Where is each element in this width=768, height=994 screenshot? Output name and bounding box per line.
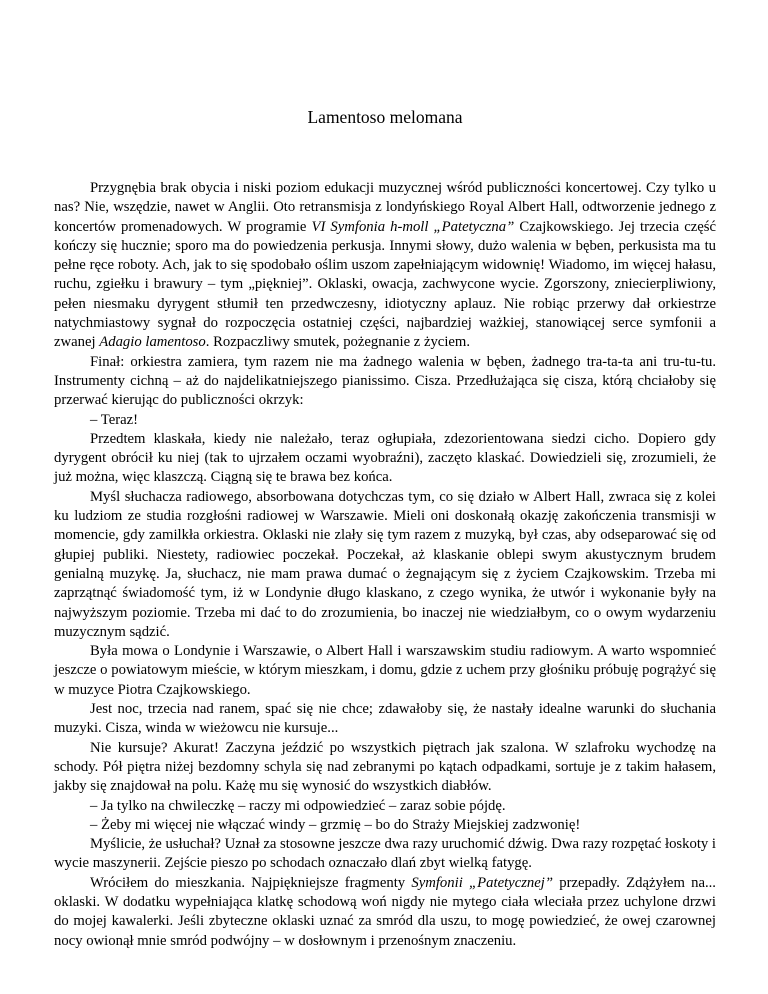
paragraph [54,353,716,411]
italic-title-text: Adagio lamentoso [99,334,206,351]
paragraph [54,179,716,353]
paragraph [54,835,716,874]
page-title: Lamentoso melomana [307,107,463,127]
italic-title-text: VI Symfonia h-moll „Patetyczna” [311,218,515,235]
paragraph-text: – Teraz! [90,411,139,428]
paragraph [54,642,716,700]
paragraph [54,488,716,642]
paragraph [54,700,716,739]
paragraph-text: – Ja tylko na chwileczkę – raczy mi odpowiedzieć – zaraz sobie pójdę. [90,797,506,814]
paragraph [54,411,716,430]
paragraph-text: Była mowa o Londynie i Warszawie, o Albert Hall i warszawskim studiu radiowym. A warto wspomnieć jeszcze o powiatowym mieście, w którym mieszkam, i domu, gdzie z uchem przy głośniku próbuję pogrążyć się w muzyce Piotra Czajkowskiego. [54,643,716,698]
paragraph-text: Nie kursuje? Akurat! Zaczyna jeździć po wszystkich piętrach jak szalona. W szlafroku wychodzę na schody. Pół piętra niżej bezdomny schyla się nad zebranymi po kątach odpadkami, sortuje je z takim hałasem, jakby się znajdował na polu. Każę mu się wynosić do wszystkich diabłów. [54,739,716,795]
paragraph [54,874,716,951]
paragraph-text: Przygnębia brak obycia i niski poziom edukacji muzycznej wśród publiczności koncertowej. Czy tylko u nas? Nie, wszędzie, nawet w Anglii. Oto retransmisja z londyńskiego Royal Albert Hall, odtworzenie jednego z koncertów promenadowych. W programie [54,180,716,235]
italic-title-text: Symfonii „Patetycznej” [411,874,554,891]
paragraph-text: Finał: orkiestra zamiera, tym razem nie ma żadnego walenia w bęben, żadnego tra-ta-ta ani tru-tu-tu. Instrumenty cichną – aż do najdelikatniejszego pianissimo. Cisza. Przedłużająca się cisza, którą chciałoby się przerwać kierując do publiczności okrzyk: [54,353,716,409]
paragraph [54,816,716,835]
paragraph-text: Czajkowskiego. Jej trzecia część kończy się hucznie; sporo ma do powiedzenia perkusja. Innymi słowy, dużo walenia w bęben, perkusista ma tu pełne ręce roboty. Ach, jak to się spodobało oślim uszom zapełniającym widownię! Wiadomo, im więcej hałasu, ruchu, zgiełku i brawury – tym „piękniej”. Oklaski, owacja, zachwycone wycie. Zgorszony, zniecierpliwiony, pełen niesmaku dyrygent stłumił ten przedwczesny, idiotyczny aplauz. Nie robiąc przerwy dał orkiestrze natychmiastowy sygnał do rozpoczęcia ostatniej części, najbardziej ważkiej, stanowiącej serce symfonii a zwanej [54,218,716,351]
paragraph-text: Przedtem klaskała, kiedy nie należało, teraz ogłupiała, zdezorientowana siedzi cicho. Dopiero gdy dyrygent obrócił ku niej (tak to ujrzałem oczami wyobraźni), zaczęto klaskać. Dowiedzieli się, zrozumieli, że już można, więc klaszczą. Ciągną się te brawa bez końca. [54,430,716,486]
paragraph [54,430,716,488]
paragraph-text: Myśl słuchacza radiowego, absorbowana dotychczas tym, co się działo w Albert Hall, zwraca się z kolei ku ludziom ze studia rozgłośni radiowej w Warszawie. Mieli oni doskonałą okazję zakończenia transmisji w momencie, gdy zamilkła orkiestra. Oklaski nie zlały się tym razem z muzyką, był czas, aby odseparować się od głupiej publiki. Niestety, radiowiec poczekał. Poczekał, aż klaskanie oblepi swym akustycznym brudem genialną muzykę. Ja, słuchacz, nie mam prawa dumać o żegnającym się z życiem Czajkowskim. Trzeba mi zaprzątnąć świadomość tym, iż w Londynie długo klaskano, z czego wynika, że utwór i wykonanie były na najwyższym poziomie. Trzeba mi dać to do zrozumienia, bo inaczej nie wiedziałbym, co o owym wydarzeniu muzycznym sądzić. [54,488,716,640]
paragraph-text: – Żeby mi więcej nie włączać windy – grzmię – bo do Straży Miejskiej zadzwonię! [90,816,581,833]
paragraph [54,739,716,797]
paragraph-text: Jest noc, trzecia nad ranem, spać się nie chce; zdawałoby się, że nastały idealne warunki do słuchania muzyki. Cisza, winda w wieżowcu nie kursuje... [54,701,716,737]
paragraph-text: przepadły. Zdążyłem na... oklaski. W dodatku wypełniająca klatkę schodową woń nigdy nie mytego ciała wleciała przez uchylone drzwi do mojej kawalerki. Jeśli zbyteczne oklaski uznać za smród dla uszu, to mogę powiedzieć, że owej czarownej nocy owionął mnie smród podwójny – w dosłownym i przenośnym znaczeniu. [54,874,716,949]
paragraph [54,797,716,816]
paragraph-text: Wróciłem do mieszkania. Najpiękniejsze fragmenty [90,874,412,891]
article-body [54,179,716,951]
paragraph-text: . Rozpaczliwy smutek, pożegnanie z życiem. [205,334,471,351]
paragraph-text: Myślicie, że usłuchał? Uznał za stosowne jeszcze dwa razy uruchomić dźwig. Dwa razy rozpętać łoskoty i wycie maszynerii. Zejście pieszo po schodach oznaczało dlań zbyt wielką fatygę. [54,836,717,872]
